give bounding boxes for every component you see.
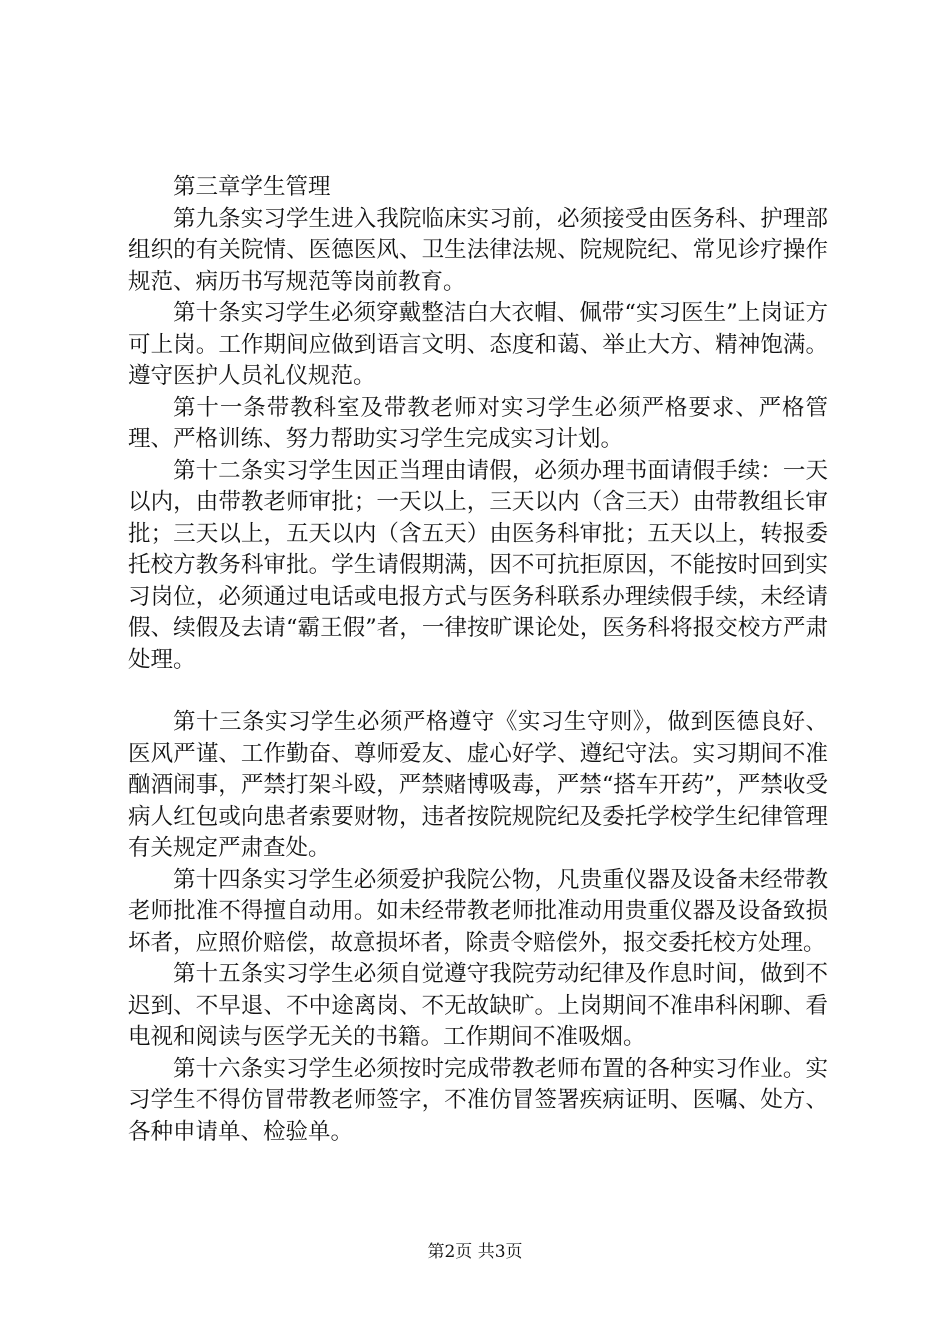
chapter-title: 第三章学生管理 [173, 174, 331, 200]
article-11: 第十一条带教科室及带教老师对实习学生必须严格要求、严格管理、严格训练、努力帮助实习学生完成实习计划。 [128, 394, 828, 452]
article-14: 第十四条实习学生必须爱护我院公物，凡贵重仪器及设备未经带教老师批准不得擅自动用。如未经带教老师批准动用贵重仪器及设备致损坏者，应照价赔偿，故意损坏者，除责令赔偿外，报交委托校方处理。 [128, 866, 828, 956]
document-body [128, 172, 828, 1148]
article-10: 第十条实习学生必须穿戴整洁白大衣帽、佩带“实习医生”上岗证方可上岗。工作期间应做到语言文明、态度和蔼、举止大方、精神饱满。遵守医护人员礼仪规范。 [128, 300, 828, 389]
article-16: 第十六条实习学生必须按时完成带教老师布置的各种实习作业。实习学生不得仿冒带教老师签字，不准仿冒签署疾病证明、医嘱、处方、各种申请单、检验单。 [128, 1055, 828, 1145]
article-13: 第十三条实习学生必须严格遵守《实习生守则》，做到医德良好、医风严谨、工作勤奋、尊师爱友、虚心好学、遵纪守法。实习期间不准酗酒闹事，严禁打架斗殴，严禁赌博吸毒，严禁“搭车开药”，严禁收受病人红包或向患者索要财物，违者按院规院纪及委托学校学生纪律管理有关规定严肃查处。 [128, 709, 828, 861]
article-15: 第十五条实习学生必须自觉遵守我院劳动纪律及作息时间，做到不迟到、不早退、不中途离岗、不无故缺旷。上岗期间不准串科闲聊、看电视和阅读与医学无关的书籍。工作期间不准吸烟。 [128, 961, 828, 1050]
page-number-footer: 第2页 共3页 [427, 1242, 523, 1262]
article-9: 第九条实习学生进入我院临床实习前，必须接受由医务科、护理部组织的有关院情、医德医风、卫生法律法规、院规院纪、常见诊疗操作规范、病历书写规范等岗前教育。 [128, 205, 828, 295]
article-12: 第十二条实习学生因正当理由请假，必须办理书面请假手续：一天以内，由带教老师审批；一天以上，三天以内（含三天）由带教组长审批；三天以上，五天以内（含五天）由医务科审批；五天以上，转报委托校方教务科审批。学生请假期满，因不可抗拒原因，不能按时回到实习岗位，必须通过电话或电报方式与医务科联系办理续假手续，未经请假、续假及去请“霸王假”者，一律按旷课论处，医务科将报交校方严肃处理。 [128, 457, 828, 673]
